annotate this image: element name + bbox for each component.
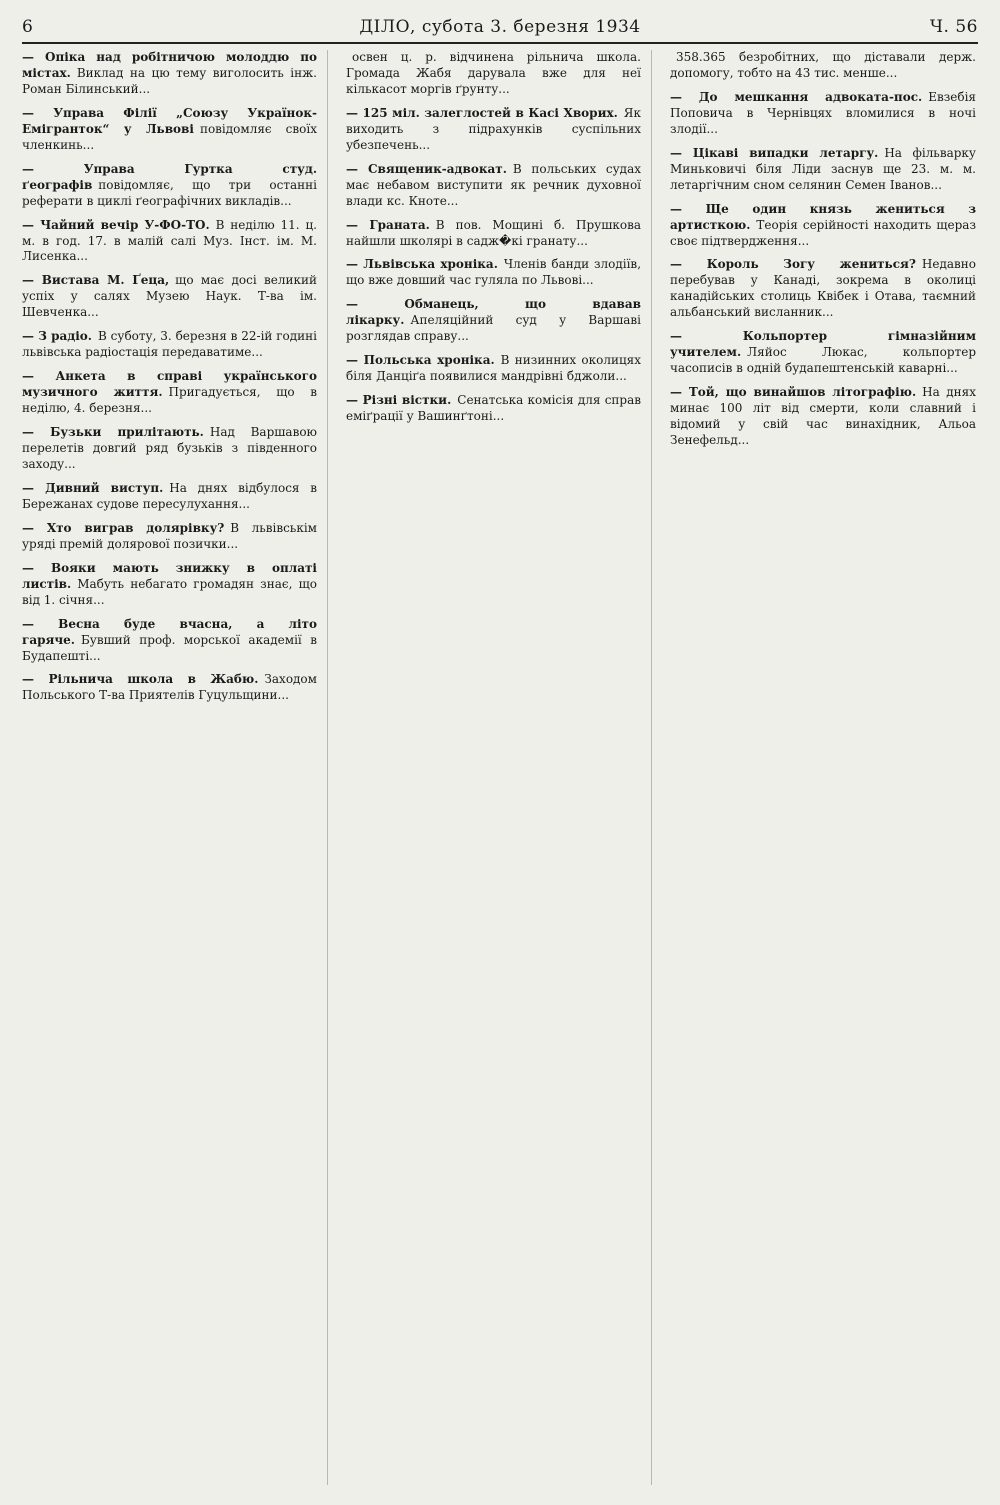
article-title: — Вояки мають знижку в оплаті листів. — [22, 560, 317, 591]
article — [346, 218, 641, 250]
article — [22, 481, 317, 513]
article-lead: Ляйос Люкас, кольпортер часописів в одній будапештенській каварні... — [670, 345, 976, 376]
article-title: — Різні вістки. — [346, 393, 452, 408]
article-lead: На фільварку Миньковичі біля Ліди заснув ще 23. м. м. летаргічним сном селянин Семен Іванов... — [670, 145, 976, 192]
article-lead: На днях минає 100 літ від смерти, коли славний і відомий у свій час винахідник, Альоа Зенефельд... — [670, 385, 976, 448]
newspaper-header — [22, 12, 978, 44]
article-title: — Рільнича школа в Жабю. — [22, 672, 259, 687]
column-2 — [346, 50, 652, 1485]
article-lead: Мабуть небагато громадян знає, що від 1. січня... — [22, 576, 317, 607]
article — [346, 106, 641, 154]
issue-line: ДІЛО, субота 3. березня 1934 — [359, 17, 641, 37]
article-lead: В польських судах має небавом виступити як речник духовної влади кс. Кноте... — [346, 161, 641, 208]
article-lead: На днях відбулося в Бережанах судове пересулухання... — [22, 480, 317, 511]
article — [670, 385, 976, 449]
article — [346, 257, 641, 289]
article — [670, 50, 976, 82]
article — [670, 257, 976, 321]
article — [346, 353, 641, 385]
article — [22, 162, 317, 210]
article-lead: В львівськім уряді премій долярової позички... — [22, 520, 317, 551]
article-lead: В пов. Мощині б. Прушкова найшли школярі в садж�кі гранату... — [346, 217, 641, 248]
article-title: — Польська хроніка. — [346, 353, 495, 368]
article-lead: В низинних околицях біля Данціґа появилися мандрівні бджоли... — [346, 353, 642, 384]
article — [22, 50, 317, 98]
article — [22, 218, 317, 266]
article — [22, 369, 317, 417]
article-title: — Хто виграв долярівку? — [22, 520, 225, 535]
article-title: — Ще один князь жениться з артисткою. — [670, 201, 976, 232]
article — [670, 90, 976, 138]
article-lead: Заходом Польського Т-ва Приятелів Гуцульщини... — [22, 672, 317, 703]
article-lead: Недавно перебував у Канаді, зокрема в околиці канадійських столиць Квібек і Отава, таємний альбанський висланник... — [670, 257, 976, 320]
article-lead: що має досі великий успіх у салях Музею Наук. Т-ва ім. Шевченка... — [22, 273, 317, 320]
article-lead: Членів банди злодіїв, що вже довший час гуляла по Львові... — [346, 257, 642, 288]
article — [22, 617, 317, 665]
article — [670, 146, 976, 194]
article-lead: 358.365 безробітних, що діставали держ. допомогу, тобто на 43 тис. менше... — [670, 50, 976, 80]
article-title: — Обманець, що вдавав лікарку. — [346, 297, 641, 328]
article-title: — Весна буде вчасна, а літо гаряче. — [22, 616, 317, 647]
article-title: — Бузьки прилітають. — [22, 425, 204, 440]
article-title: — Управа Філії „Союзу Українок-Емігранток“ у Львові — [22, 105, 317, 136]
article-title: — Львівська хроніка. — [346, 257, 498, 272]
article-title: — Управа Гуртка студ. ґеографів — [22, 161, 317, 192]
article — [670, 202, 976, 250]
column-1 — [22, 50, 328, 1485]
newspaper-page — [22, 12, 978, 1492]
article — [22, 521, 317, 553]
article-lead: Бувший проф. морської академії в Будапешті... — [22, 632, 317, 663]
article-title: — Цікаві випадки летаргу. — [670, 145, 879, 160]
article-title: — Опіка над робітничою молоддю по містах. — [22, 50, 317, 80]
article-lead: Сенатська комісія для справ еміґрації у Вашинґтоні... — [346, 393, 642, 424]
article-title: — Вистава М. Ґеца, — [22, 273, 170, 288]
article-lead: повідомляє своїх членкинь... — [22, 121, 317, 152]
article — [346, 50, 641, 98]
issue-number: Ч. 56 — [929, 17, 978, 37]
article-title: — До мешкання адвоката-пос. — [670, 89, 923, 104]
article-lead: Евзебія Поповича в Чернівцях вломилися в ночі злодії... — [670, 89, 976, 136]
article-lead: Пригадується, що в неділю, 4. березня... — [22, 385, 317, 416]
article-lead: В суботу, 3. березня в 22-ій годині львівська радіостація передаватиме... — [22, 329, 317, 360]
article-title: — Чайний вечір У-ФО-ТО. — [22, 217, 210, 232]
page-number: 6 — [22, 17, 34, 37]
article-title: — Анкета в справі українського музичного життя. — [22, 369, 317, 400]
article — [22, 425, 317, 473]
article — [346, 297, 641, 345]
newspaper-columns — [22, 50, 978, 1485]
article-lead: повідомляє, що три останні реферати в циклі ґеографічних викладів... — [22, 177, 317, 208]
article-title: — Король Зогу жениться? — [670, 257, 916, 272]
article-title: — Той, що винайшов літографію. — [670, 385, 917, 400]
column-3 — [670, 50, 976, 1485]
article-title: — Священик-адвокат. — [346, 161, 507, 176]
article-lead: Теорія серійності находить щераз своє підтвердження... — [670, 217, 976, 248]
article-title: — З радіо. — [22, 329, 92, 344]
article-lead: освен ц. р. відчинена рільнича школа. Громада Жабя дарувала вже для неї кількасот моргів ґрунту... — [346, 50, 641, 96]
article — [346, 393, 641, 425]
article — [22, 106, 317, 154]
article-lead: Апеляційний суд у Варшаві розглядав справу... — [346, 313, 641, 344]
article — [22, 561, 317, 609]
article-lead: Виклад на цю тему виголосить інж. Роман Білинський... — [22, 65, 317, 96]
article — [346, 162, 641, 210]
article-lead: В неділю 11. ц. м. в год. 17. в малій салі Муз. Інст. ім. М. Лисенка... — [22, 217, 317, 264]
article-title: — Кольпортер гімназійним учителем. — [670, 329, 976, 360]
article-lead: Над Варшавою перелетів довгий ряд бузьків з південного заходу... — [22, 425, 318, 471]
article — [22, 273, 317, 321]
article — [22, 329, 317, 361]
article-title: — Граната. — [346, 217, 430, 232]
article — [22, 672, 317, 704]
article-lead: Як виходить з підрахунків суспільних убезпечень... — [346, 105, 641, 152]
article — [670, 329, 976, 377]
article-title: — 125 міл. залеглостей в Касі Хворих. — [346, 105, 618, 120]
article-title: — Дивний виступ. — [22, 480, 164, 495]
